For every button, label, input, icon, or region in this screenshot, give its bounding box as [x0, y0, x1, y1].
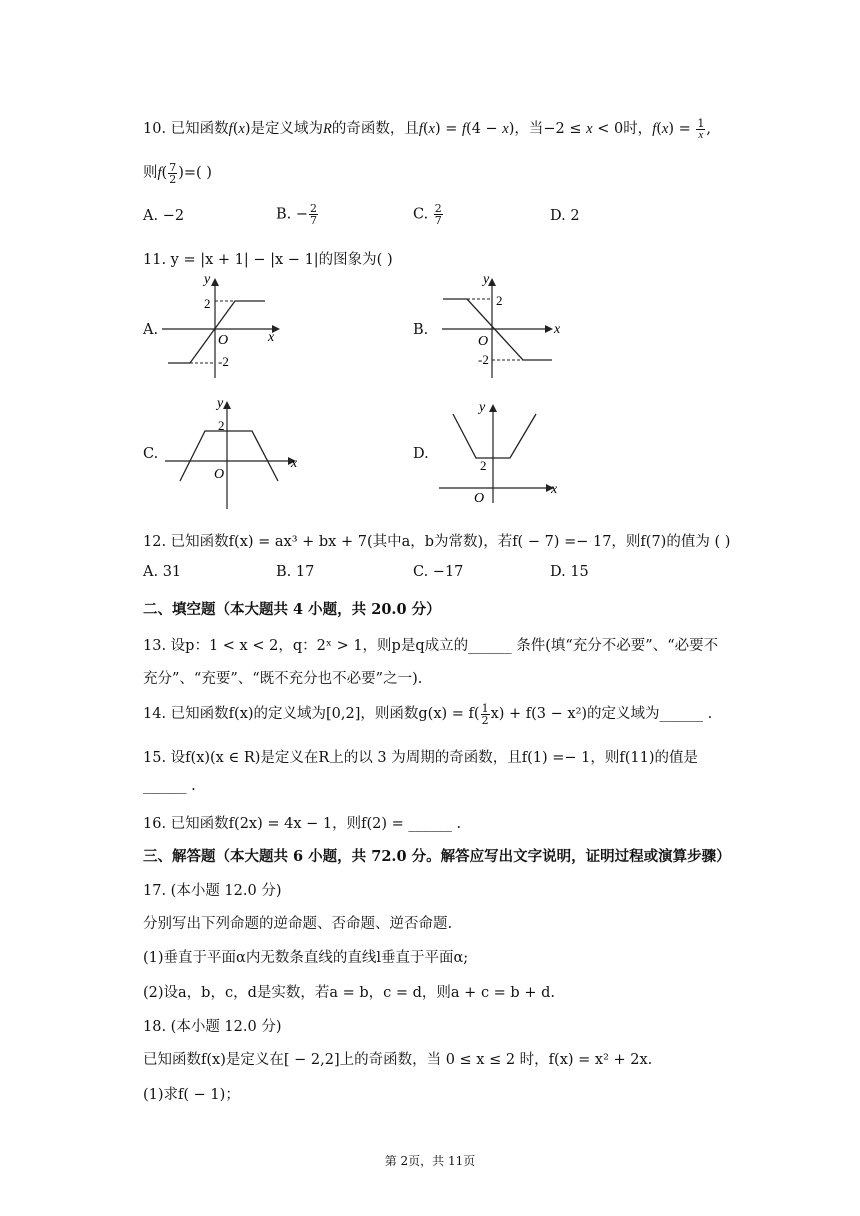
- graph-d-x-label: x: [551, 482, 558, 497]
- q15-line2: ______ .: [143, 778, 196, 794]
- graph-a-y-arrow: [211, 278, 219, 286]
- q12-choice-d: D. 15: [550, 564, 589, 580]
- graph-c-curve: [180, 431, 278, 481]
- q12-choice-b: B. 17: [276, 564, 315, 580]
- q18-intro: 已知函数f(x)是定义在[ − 2,2]上的奇函数，当 0 ≤ x ≤ 2 时，f(x) = x² + 2x.: [143, 1052, 653, 1068]
- graph-d-curve: [453, 414, 536, 458]
- section-3-heading: 三、解答题（本大题共 6 小题，共 72.0 分。解答应写出文字说明，证明过程或演算步骤）: [143, 848, 731, 865]
- q17-head: 17. (本小题 12.0 分): [143, 883, 282, 899]
- q14-line: 14. 已知函数f(x)的定义域为[0,2]，则函数g(x) = f( $\frac{1}{2}$ x) + f(3 − x²)的定义域为______ .: [143, 701, 713, 727]
- q11-label-c: C.: [143, 446, 159, 462]
- q11-stem: 11. y = |x + 1| − |x − 1|的图象为( ): [143, 252, 393, 268]
- graph-b: [440, 273, 570, 383]
- section-2-heading: 二、填空题（本大题共 4 小题，共 20.0 分）: [143, 601, 441, 618]
- graph-a: [160, 273, 285, 383]
- graph-d-origin: O: [474, 491, 485, 506]
- graph-d-y-arrow: [489, 404, 497, 412]
- q13-line1: 13. 设p：1 < x < 2，q：2ˣ > 1，则p是q成立的______ 条件(填“充分不必要”、“必要不: [143, 638, 719, 654]
- q18-head: 18. (本小题 12.0 分): [143, 1019, 282, 1035]
- graph-b-origin: O: [478, 334, 489, 349]
- graph-c-y-arrow: [223, 401, 231, 409]
- graph-c-tick-2: 2: [218, 418, 225, 433]
- graph-d-tick-2: 2: [480, 458, 487, 473]
- graph-d: [436, 398, 566, 508]
- q15-line1: 15. 设f(x)(x ∈ R)是定义在R上的以 3 为周期的奇函数，且f(1) =− 1，则f(11)的值是: [143, 750, 699, 766]
- q12-choice-c: C. −17: [413, 564, 464, 580]
- graph-b-tick-2: 2: [496, 293, 503, 308]
- q18-part1: (1)求f( − 1)；: [143, 1087, 240, 1103]
- q11-label-a: A.: [143, 322, 159, 338]
- q11-label-b: B.: [413, 322, 429, 338]
- graph-b-x-label: x: [554, 322, 561, 337]
- graph-d-y-label: y: [479, 400, 486, 415]
- graph-c-origin: O: [214, 467, 225, 482]
- q10-line2: 则f( $\frac{7}{2}$ )=( ): [143, 160, 212, 186]
- graph-c: [160, 395, 300, 513]
- q17-intro: 分别写出下列命题的逆命题、否命题、逆否命题.: [143, 916, 453, 932]
- q10-line1: 10. 已知函数f(x)是定义域为R的奇函数，且f(x) = f(4 − x)，当−2 ≤ x < 0时，f(x) = $\frac{1}{x}$ ,: [143, 116, 711, 141]
- graph-b-x-arrow: [545, 325, 553, 333]
- graph-a-curve: [168, 301, 265, 363]
- q10-choice-d: D. 2: [550, 208, 580, 224]
- page-footer: 第 2页，共 11页: [384, 1154, 476, 1168]
- q10-choice-a: A. −2: [143, 208, 185, 224]
- graph-b-y-label: y: [483, 273, 490, 287]
- q17-part1: (1)垂直于平面α内无数条直线的直线l垂直于平面α;: [143, 950, 469, 966]
- q13-line2: 充分”、“充要”、“既不充分也不必要”之一).: [143, 671, 423, 687]
- q12-choice-a: A. 31: [143, 564, 182, 580]
- q10-choice-b: B. − $\frac{2}{7}$: [276, 202, 318, 227]
- graph-a-tick-2: 2: [204, 296, 211, 311]
- q16-line: 16. 已知函数f(2x) = 4x − 1，则f(2) = ______ .: [143, 816, 462, 832]
- q11-label-d: D.: [413, 446, 429, 462]
- graph-a-origin: O: [218, 333, 229, 348]
- graph-a-y-label: y: [204, 273, 211, 287]
- q17-part2: (2)设a，b，c，d是实数，若a = b，c = d，则a + c = b + d.: [143, 985, 555, 1001]
- graph-c-x-label: x: [291, 456, 298, 471]
- graph-b-tick-neg2: -2: [478, 352, 489, 367]
- graph-a-x-label: x: [268, 330, 275, 345]
- graph-c-y-label: y: [217, 396, 224, 411]
- q12-stem: 12. 已知函数f(x) = ax³ + bx + 7(其中a，b为常数)，若f( − 7) =− 17，则f(7)的值为 ( ): [143, 534, 731, 550]
- q10-choice-c: C. $\frac{2}{7}$: [413, 202, 442, 227]
- graph-a-tick-neg2: -2: [218, 354, 229, 369]
